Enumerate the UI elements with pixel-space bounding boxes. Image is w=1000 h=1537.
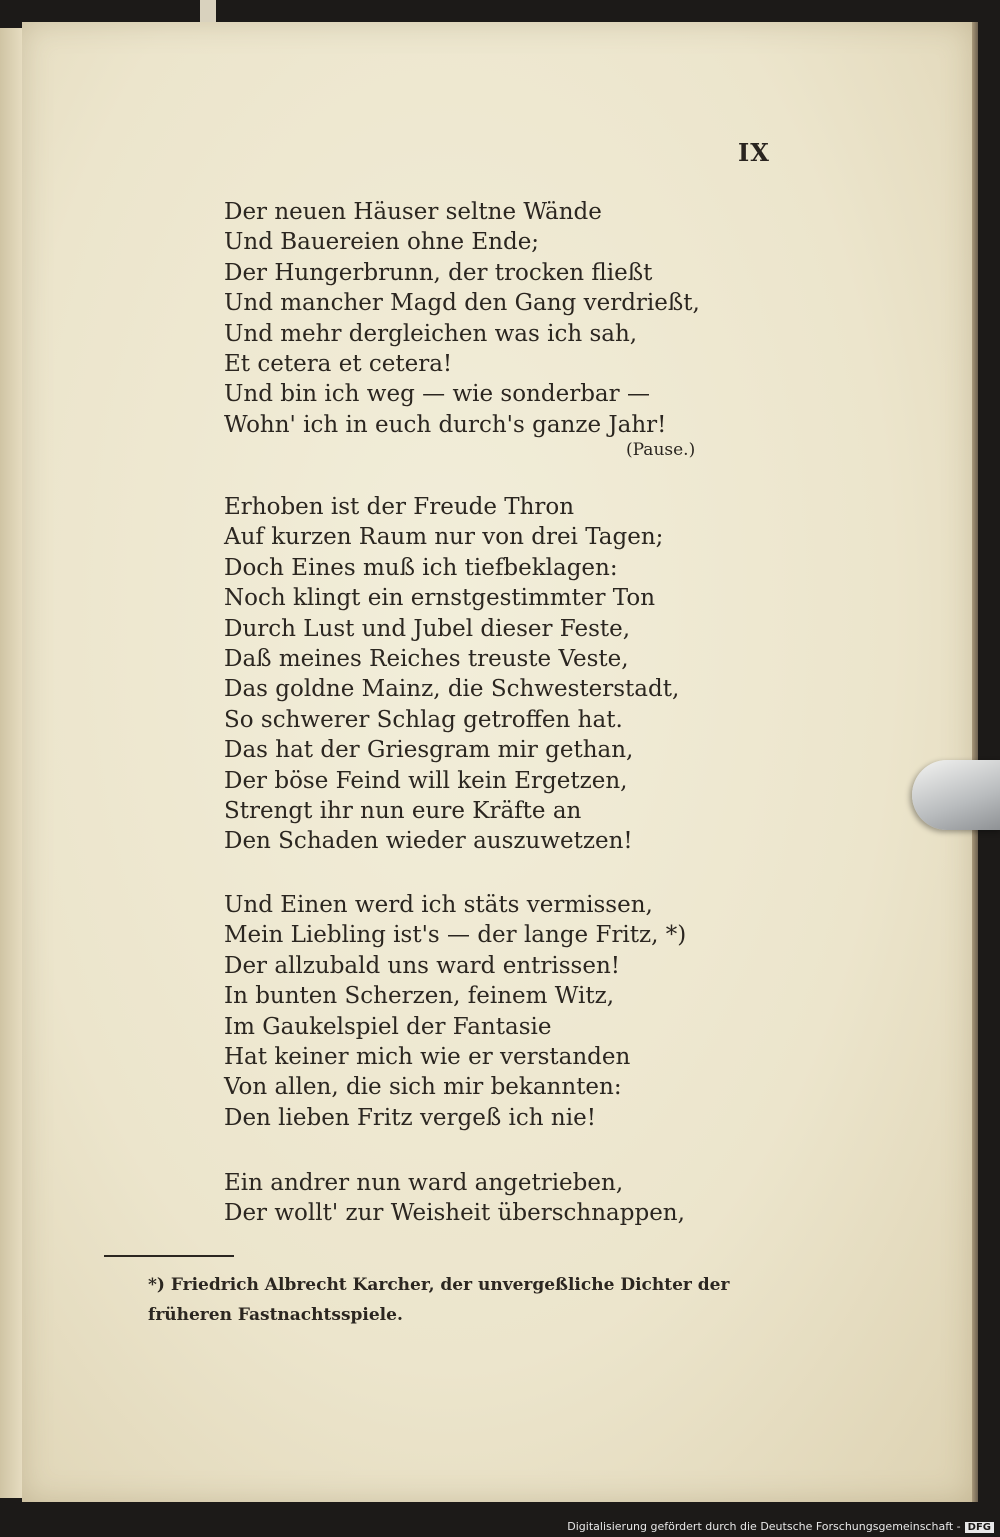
- verse-line: Wohn' ich in euch durch's ganze Jahr!: [224, 412, 667, 438]
- verse-line: Strengt ihr nun eure Kräfte an: [224, 798, 582, 824]
- verse-line: Noch klingt ein ernstgestimmter Ton: [224, 585, 656, 611]
- footnote-text: Friedrich Albrecht Karcher, der unvergeßliche Dichter der früheren Fastnachtsspiele.: [148, 1275, 730, 1325]
- verse-line: Ein andrer nun ward angetrieben,: [224, 1170, 624, 1196]
- verse-line: Hat keiner mich wie er verstanden: [224, 1044, 631, 1070]
- verse-line: Im Gaukelspiel der Fantasie: [224, 1014, 552, 1040]
- stage-direction: (Pause.): [626, 440, 696, 460]
- verse-line: Und bin ich weg — wie sonderbar —: [224, 381, 650, 407]
- credit-text: Digitalisierung gefördert durch die Deutsche Forschungsgemeinschaft -: [567, 1520, 961, 1533]
- verse-line: Durch Lust und Jubel dieser Feste,: [224, 616, 631, 642]
- verse-line: Und Einen werd ich stäts vermissen,: [224, 892, 653, 918]
- dfg-logo: DFG: [965, 1522, 994, 1533]
- verse-line: Den lieben Fritz vergeß ich nie!: [224, 1105, 596, 1131]
- verse-line: Erhoben ist der Freude Thron: [224, 494, 575, 520]
- verse-line: Und Bauereien ohne Ende;: [224, 229, 540, 255]
- verse-line: Das hat der Griesgram mir gethan,: [224, 737, 634, 763]
- verse-line: Der böse Feind will kein Ergetzen,: [224, 768, 628, 794]
- verse-line: Und mancher Magd den Gang verdrießt,: [224, 290, 700, 316]
- page-number: IX: [738, 138, 770, 167]
- verse-line: Daß meines Reiches treuste Veste,: [224, 646, 629, 672]
- verse-line: Der wollt' zur Weisheit überschnappen,: [224, 1200, 685, 1226]
- footnote-marker: *): [148, 1275, 165, 1295]
- facing-page-edge: [0, 28, 22, 1498]
- digitization-credit: [567, 1520, 994, 1533]
- verse-line: Der neuen Häuser seltne Wände: [224, 199, 602, 225]
- footnote: [148, 1270, 778, 1330]
- verse-line: So schwerer Schlag getroffen hat.: [224, 707, 623, 733]
- verse-line: Et cetera et cetera!: [224, 351, 453, 377]
- verse-line: Mein Liebling ist's — der lange Fritz, *): [224, 922, 687, 948]
- verse-line: In bunten Scherzen, feinem Witz,: [224, 983, 615, 1009]
- verse-line: Auf kurzen Raum nur von drei Tagen;: [224, 524, 664, 550]
- footnote-rule: [104, 1255, 234, 1257]
- verse-line: Doch Eines muß ich tiefbeklagen:: [224, 555, 618, 581]
- verse-line: Der Hungerbrunn, der trocken fließt: [224, 260, 653, 286]
- verse-line: Das goldne Mainz, die Schwesterstadt,: [224, 676, 680, 702]
- verse-line: Den Schaden wieder auszuwetzen!: [224, 828, 633, 854]
- page-clip: [912, 760, 1000, 830]
- verse-line: Von allen, die sich mir bekannten:: [224, 1074, 622, 1100]
- verse-line: Und mehr dergleichen was ich sah,: [224, 321, 638, 347]
- verse-line: Der allzubald uns ward entrissen!: [224, 953, 620, 979]
